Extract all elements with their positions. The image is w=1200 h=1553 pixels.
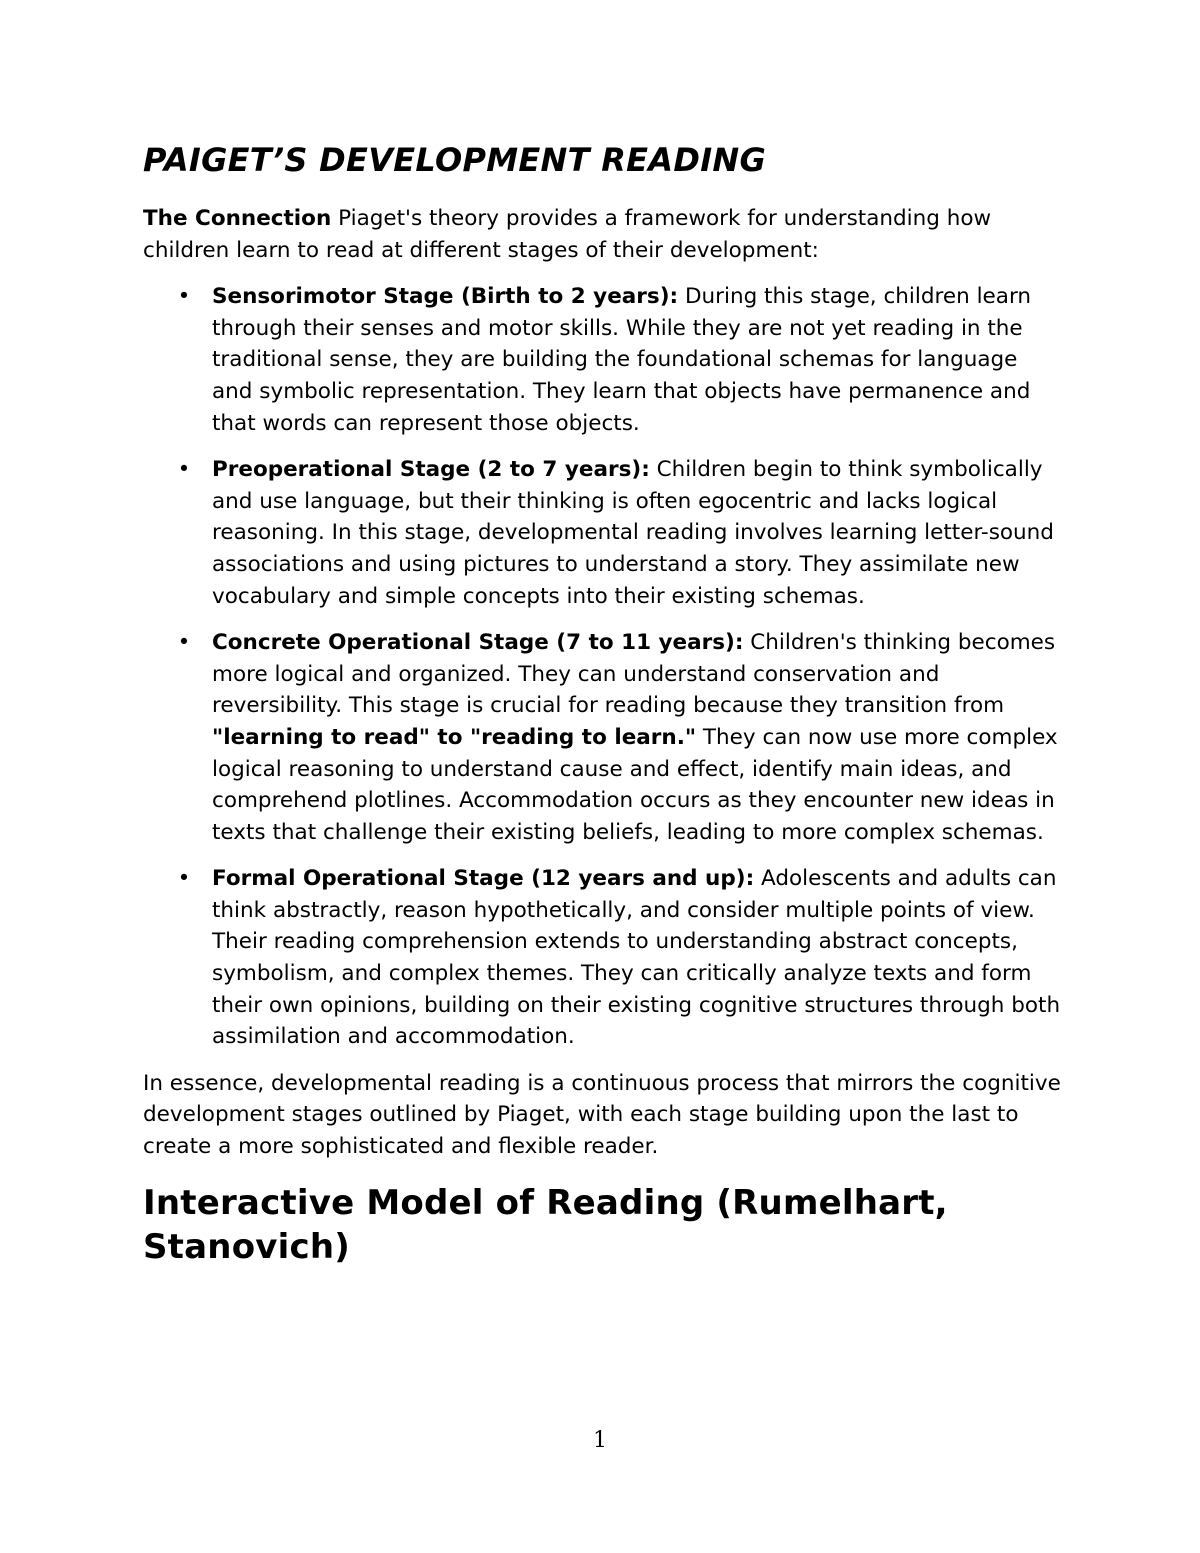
list-item	[143, 627, 1063, 848]
bullet-icon: •	[177, 457, 191, 483]
stage-emphasis: "learning to read" to "reading to learn."	[212, 724, 697, 750]
bullet-icon: •	[177, 284, 191, 310]
conclusion-paragraph: In essence, developmental reading is a continuous process that mirrors the cognitive development stages outlined by Piaget, with each stage building upon the last to create a more sophisticated and flexible reader.	[143, 1070, 1061, 1160]
intro-text: Piaget's theory provides a framework for understanding how children learn to read at different stages of their development:	[143, 206, 992, 263]
section-heading: Interactive Model of Reading (Rumelhart, Stanovich)	[143, 1182, 948, 1267]
bullet-icon: •	[177, 630, 191, 656]
stage-text-after: They can now use more complex logical reasoning to understand cause and effect, identify main ideas, and comprehend plotlines. Accommodation occurs as they encounter new ideas in texts that challenge their existing beliefs, leading to more complex schemas.	[212, 724, 1058, 845]
stage-text: Adolescents and adults can think abstractly, reason hypothetically, and consider multiple points of view. Their reading comprehension extends to understanding abstract concepts, symbolism, and complex themes. They can critically analyze texts and form their own opinions, building on their existing cognitive structures through both assimilation and accommodation.	[212, 866, 1061, 1050]
stage-label: Formal Operational Stage (12 years and up):	[212, 866, 755, 892]
page-number: 1	[593, 1428, 607, 1453]
intro-paragraph	[143, 203, 1063, 266]
stage-label: Sensorimotor Stage (Birth to 2 years):	[212, 284, 679, 310]
list-item	[143, 281, 1063, 439]
list-item	[143, 454, 1063, 612]
page-content	[143, 140, 1063, 1269]
stage-text: During this stage, children learn through their senses and motor skills. While they are not yet reading in the traditional sense, they are building the foundational schemas for language and symbolic representation. They learn that objects have permanence and that words can represent those objects.	[212, 284, 1032, 436]
page-title: PAIGET’S DEVELOPMENT READING	[143, 141, 767, 179]
stage-list	[143, 281, 1063, 1053]
list-item	[143, 863, 1063, 1053]
intro-lead: The Connection	[143, 206, 332, 231]
stage-label: Preoperational Stage (2 to 7 years):	[212, 457, 650, 483]
stage-text: Children's thinking becomes more logical and organized. They can understand conservation and reversibility. This stage is crucial for reading because they transition from	[212, 630, 1056, 719]
stage-label: Concrete Operational Stage (7 to 11 years):	[212, 630, 744, 656]
stage-text: Children begin to think symbolically and use language, but their thinking is often egocentric and lacks logical reasoning. In this stage, developmental reading involves learning letter-sound associations and using pictures to understand a story. They assimilate new vocabulary and simple concepts into their existing schemas.	[212, 457, 1054, 609]
bullet-icon: •	[177, 866, 191, 892]
